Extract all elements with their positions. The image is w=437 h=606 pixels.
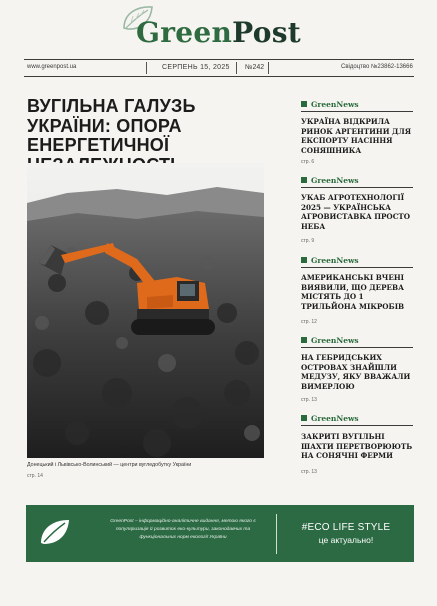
section-square-icon [301, 101, 307, 107]
certificate-number: Свідоцтво №23862-13666 [341, 64, 413, 70]
coal-mine-illustration [27, 163, 264, 458]
leaf-footer-icon [38, 517, 72, 547]
photo-caption: Донецький і Львівсько-Волинський — центри вугледобутку України [27, 462, 192, 468]
footer-divider [276, 514, 277, 554]
section-label: GreenNews [311, 414, 359, 423]
meta-divider [236, 62, 237, 74]
news-title[interactable]: НА ГЕБРИДСЬКИХ ОСТРОВАХ ЗНАЙШЛИ МЕДУЗУ, ЯКУ ВВАЖАЛИ ВИМЕРЛОЮ [301, 353, 411, 391]
lead-headline[interactable]: ВУГІЛЬНА ГАЛУЗЬ УКРАЇНИ: ОПОРА ЕНЕРГЕТИЧНОЇ [27, 96, 196, 156]
issue-date: СЕРПЕНЬ 15, 2025 [162, 64, 230, 71]
section-label: GreenNews [311, 336, 359, 345]
section-rule [301, 347, 413, 348]
lead-page-ref: стр. 14 [27, 473, 43, 479]
masthead-bottom-rule [24, 76, 414, 77]
logo-post-text: Post [232, 16, 302, 49]
news-title[interactable]: УКРАЇНА ВІДКРИЛА РИНОК АРГЕНТИНИ ДЛЯ ЕКСПОРТУ НАСІННЯ СОНЯШНИКА [301, 117, 412, 155]
section-label: GreenNews [311, 176, 359, 185]
footer-description: GreenPost – інформаційно-аналітичне видання, метою якого є популяризація й розвиток еко-культури, законодавчих та функціональних норм екології України [110, 519, 256, 541]
news-page-ref: стр. 9 [301, 238, 315, 244]
section-square-icon [301, 257, 307, 263]
masthead-logo[interactable] [136, 16, 301, 49]
news-title[interactable]: ЗАКРИТІ ВУГІЛЬНІ ШАХТИ ПЕРЕТВОРЮЮТЬ НА СОНЯЧНІ ФЕРМИ [301, 432, 413, 461]
section-label: GreenNews [311, 256, 359, 265]
masthead-top-rule [24, 59, 414, 60]
section-rule [301, 425, 413, 426]
lead-photo-excavator[interactable] [27, 163, 264, 458]
section-square-icon [301, 177, 307, 183]
news-page-ref: стр. 13 [301, 397, 317, 403]
section-square-icon [301, 415, 307, 421]
section-label: GreenNews [311, 100, 359, 109]
section-rule [301, 111, 413, 112]
sidebar-section-header [301, 336, 359, 345]
news-page-ref: стр. 13 [301, 469, 317, 475]
footer-subtitle: це актуально! [318, 535, 374, 545]
news-page-ref: стр. 6 [301, 159, 315, 165]
news-title[interactable]: АМЕРИКАНСЬКІ ВЧЕНІ ВИЯВИЛИ, ЩО ДЕРЕВА МІСТЯТЬ ДО 1 ТРИЛЬЙОНА МІКРОБІВ [301, 273, 405, 311]
meta-divider [146, 62, 147, 74]
website-url[interactable]: www.greenpost.ua [27, 64, 77, 70]
sidebar-section-header [301, 176, 359, 185]
logo-green-text: Green [136, 16, 233, 49]
sidebar-section-header [301, 414, 359, 423]
sidebar-section-header [301, 256, 359, 265]
sidebar-section-header [301, 100, 359, 109]
news-title[interactable]: УКАБ АГРОТЕХНОЛОГІЇ 2025 — УКРАЇНСЬКА АГРОВИСТАВКА ПРОСТО НЕБА [301, 193, 411, 231]
issue-number: №242 [245, 64, 265, 71]
footer-hashtag[interactable]: #ECO LIFE STYLE [301, 522, 391, 533]
news-page-ref: стр. 12 [301, 319, 317, 325]
section-square-icon [301, 337, 307, 343]
meta-divider [268, 62, 269, 74]
section-rule [301, 187, 413, 188]
section-rule [301, 267, 413, 268]
